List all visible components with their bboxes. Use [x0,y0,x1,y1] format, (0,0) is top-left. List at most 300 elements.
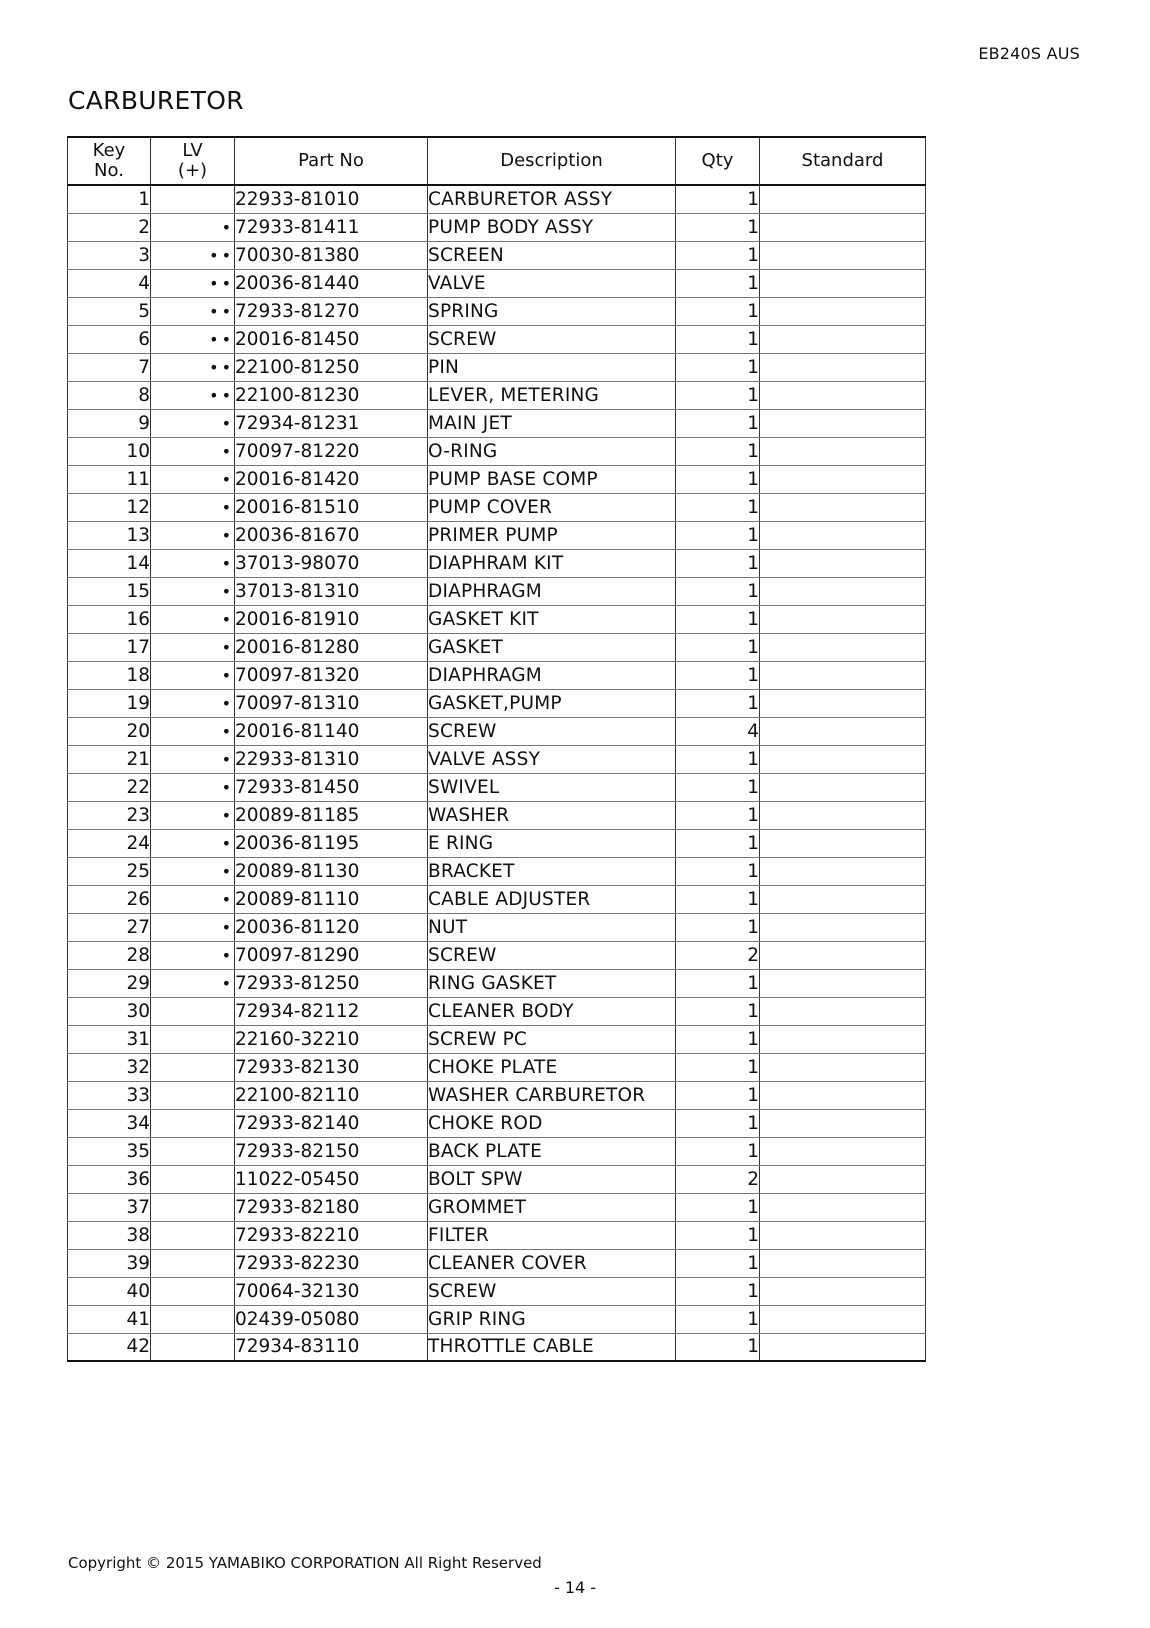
cell-description: PUMP BASE COMP [428,465,676,493]
table-row [68,353,926,381]
table-row [68,1081,926,1109]
table-row [68,325,926,353]
cell-part-no: 72934-83110 [235,1333,428,1361]
cell-description: CLEANER COVER [428,1249,676,1277]
cell-part-no: 22100-81250 [235,353,428,381]
header-row [68,137,926,185]
cell-standard [760,185,926,213]
cell-lv: • [151,969,235,997]
cell-part-no: 72933-81411 [235,213,428,241]
cell-key-no: 39 [68,1249,151,1277]
table-row [68,969,926,997]
cell-key-no: 3 [68,241,151,269]
cell-lv: • [151,857,235,885]
cell-standard [760,1277,926,1305]
cell-key-no: 28 [68,941,151,969]
cell-qty: 1 [676,1081,760,1109]
cell-key-no: 23 [68,801,151,829]
cell-qty: 1 [676,381,760,409]
cell-description: THROTTLE CABLE [428,1333,676,1361]
cell-qty: 1 [676,801,760,829]
table-row [68,717,926,745]
cell-description: DIAPHRAGM [428,577,676,605]
cell-qty: 1 [676,185,760,213]
cell-qty: 1 [676,857,760,885]
cell-part-no: 70030-81380 [235,241,428,269]
cell-part-no: 22933-81310 [235,745,428,773]
cell-lv: • [151,409,235,437]
cell-part-no: 70097-81290 [235,941,428,969]
cell-part-no: 20016-81420 [235,465,428,493]
cell-key-no: 35 [68,1137,151,1165]
cell-lv [151,1053,235,1081]
cell-standard [760,773,926,801]
cell-key-no: 15 [68,577,151,605]
cell-lv: • [151,493,235,521]
cell-lv [151,1081,235,1109]
table-row [68,241,926,269]
cell-lv: •• [151,381,235,409]
cell-part-no: 70097-81320 [235,661,428,689]
cell-key-no: 32 [68,1053,151,1081]
table-body [68,185,926,1361]
header-lv [151,137,235,185]
cell-key-no: 4 [68,269,151,297]
header-lv-line2: (+) [177,160,208,181]
cell-key-no: 24 [68,829,151,857]
cell-description: LEVER, METERING [428,381,676,409]
cell-key-no: 18 [68,661,151,689]
cell-lv: • [151,717,235,745]
cell-lv: • [151,465,235,493]
cell-standard [760,325,926,353]
cell-description: CHOKE PLATE [428,1053,676,1081]
cell-qty: 1 [676,549,760,577]
cell-qty: 1 [676,1025,760,1053]
cell-description: DIAPHRAM KIT [428,549,676,577]
cell-lv [151,1165,235,1193]
cell-qty: 1 [676,1109,760,1137]
header-key-line2: No. [94,160,124,181]
cell-qty: 1 [676,829,760,857]
cell-lv: • [151,549,235,577]
cell-standard [760,213,926,241]
cell-qty: 1 [676,493,760,521]
cell-qty: 1 [676,1221,760,1249]
cell-part-no: 20036-81120 [235,913,428,941]
cell-standard [760,829,926,857]
table-row [68,1025,926,1053]
cell-lv: • [151,745,235,773]
cell-qty: 1 [676,213,760,241]
cell-description: GASKET [428,633,676,661]
table-row [68,465,926,493]
cell-lv [151,1137,235,1165]
cell-description: DIAPHRAGM [428,661,676,689]
cell-description: CARBURETOR ASSY [428,185,676,213]
cell-qty: 1 [676,1277,760,1305]
cell-key-no: 41 [68,1305,151,1333]
cell-standard [760,549,926,577]
cell-description: RING GASKET [428,969,676,997]
table-row [68,1305,926,1333]
cell-qty: 2 [676,1165,760,1193]
cell-key-no: 42 [68,1333,151,1361]
header-standard: Standard [760,137,926,185]
cell-description: GROMMET [428,1193,676,1221]
cell-standard [760,689,926,717]
model-code: EB240S AUS [978,44,1080,63]
cell-description: WASHER [428,801,676,829]
cell-lv [151,997,235,1025]
cell-qty: 1 [676,269,760,297]
table-row [68,941,926,969]
cell-part-no: 72934-82112 [235,997,428,1025]
cell-lv: • [151,605,235,633]
cell-standard [760,1249,926,1277]
cell-key-no: 19 [68,689,151,717]
cell-key-no: 7 [68,353,151,381]
cell-part-no: 20036-81195 [235,829,428,857]
cell-qty: 1 [676,1053,760,1081]
cell-part-no: 22100-81230 [235,381,428,409]
table-row [68,885,926,913]
cell-standard [760,465,926,493]
cell-description: WASHER CARBURETOR [428,1081,676,1109]
cell-qty: 1 [676,1193,760,1221]
cell-description: E RING [428,829,676,857]
cell-lv [151,1305,235,1333]
cell-standard [760,801,926,829]
table-row [68,185,926,213]
cell-standard [760,997,926,1025]
cell-key-no: 5 [68,297,151,325]
cell-qty: 1 [676,969,760,997]
cell-standard [760,437,926,465]
cell-lv: • [151,773,235,801]
cell-description: PIN [428,353,676,381]
cell-standard [760,857,926,885]
cell-key-no: 20 [68,717,151,745]
cell-lv: • [151,689,235,717]
cell-description: SCREEN [428,241,676,269]
cell-lv: • [151,213,235,241]
table-row [68,437,926,465]
cell-key-no: 8 [68,381,151,409]
cell-key-no: 33 [68,1081,151,1109]
cell-lv [151,185,235,213]
cell-part-no: 72933-82140 [235,1109,428,1137]
cell-lv: • [151,577,235,605]
cell-key-no: 37 [68,1193,151,1221]
cell-qty: 1 [676,1305,760,1333]
cell-part-no: 70097-81220 [235,437,428,465]
cell-qty: 1 [676,297,760,325]
cell-part-no: 37013-98070 [235,549,428,577]
cell-description: SPRING [428,297,676,325]
copyright-notice: Copyright © 2015 YAMABIKO CORPORATION All Right Reserved [68,1554,542,1572]
table-row [68,661,926,689]
cell-standard [760,969,926,997]
cell-key-no: 13 [68,521,151,549]
cell-key-no: 2 [68,213,151,241]
cell-standard [760,521,926,549]
cell-standard [760,885,926,913]
cell-part-no: 72934-81231 [235,409,428,437]
cell-lv: •• [151,269,235,297]
cell-qty: 4 [676,717,760,745]
header-description: Description [428,137,676,185]
cell-part-no: 20036-81670 [235,521,428,549]
cell-part-no: 72933-82180 [235,1193,428,1221]
cell-standard [760,493,926,521]
header-qty: Qty [676,137,760,185]
cell-key-no: 34 [68,1109,151,1137]
cell-key-no: 17 [68,633,151,661]
table-row [68,1277,926,1305]
cell-lv [151,1333,235,1361]
cell-part-no: 20036-81440 [235,269,428,297]
cell-description: SCREW [428,717,676,745]
cell-qty: 1 [676,1333,760,1361]
cell-lv [151,1249,235,1277]
table-row [68,773,926,801]
cell-key-no: 38 [68,1221,151,1249]
cell-part-no: 72933-81450 [235,773,428,801]
cell-description: SCREW PC [428,1025,676,1053]
header-part-no: Part No [235,137,428,185]
cell-standard [760,297,926,325]
header-key-no [68,137,151,185]
header-key-line1: Key [92,140,126,161]
cell-description: O-RING [428,437,676,465]
cell-part-no: 02439-05080 [235,1305,428,1333]
table-row [68,1249,926,1277]
table-row [68,1333,926,1361]
cell-description: MAIN JET [428,409,676,437]
cell-standard [760,661,926,689]
cell-part-no: 11022-05450 [235,1165,428,1193]
cell-standard [760,577,926,605]
table-row [68,1221,926,1249]
table-row [68,297,926,325]
cell-standard [760,717,926,745]
cell-standard [760,1053,926,1081]
cell-part-no: 20016-81280 [235,633,428,661]
table-row [68,493,926,521]
table-row [68,1165,926,1193]
cell-key-no: 10 [68,437,151,465]
cell-standard [760,1193,926,1221]
cell-qty: 1 [676,773,760,801]
cell-key-no: 31 [68,1025,151,1053]
table-header [68,137,926,185]
cell-description: SCREW [428,941,676,969]
cell-part-no: 70097-81310 [235,689,428,717]
cell-description: PUMP COVER [428,493,676,521]
cell-key-no: 26 [68,885,151,913]
cell-key-no: 12 [68,493,151,521]
table-row [68,577,926,605]
cell-standard [760,1025,926,1053]
cell-standard [760,381,926,409]
cell-part-no: 20089-81130 [235,857,428,885]
table-row [68,409,926,437]
cell-standard [760,269,926,297]
table-row [68,1193,926,1221]
cell-standard [760,913,926,941]
cell-part-no: 72933-82150 [235,1137,428,1165]
cell-qty: 2 [676,941,760,969]
cell-qty: 1 [676,1249,760,1277]
cell-part-no: 70064-32130 [235,1277,428,1305]
cell-part-no: 20089-81185 [235,801,428,829]
cell-key-no: 21 [68,745,151,773]
cell-lv: • [151,829,235,857]
cell-key-no: 14 [68,549,151,577]
cell-part-no: 37013-81310 [235,577,428,605]
cell-lv: • [151,941,235,969]
cell-description: SWIVEL [428,773,676,801]
cell-part-no: 72933-81270 [235,297,428,325]
cell-lv: •• [151,241,235,269]
cell-key-no: 9 [68,409,151,437]
cell-lv [151,1193,235,1221]
cell-part-no: 72933-82210 [235,1221,428,1249]
cell-qty: 1 [676,913,760,941]
cell-description: SCREW [428,325,676,353]
table-row [68,269,926,297]
cell-qty: 1 [676,353,760,381]
cell-standard [760,1081,926,1109]
cell-description: GRIP RING [428,1305,676,1333]
cell-qty: 1 [676,577,760,605]
cell-lv: • [151,437,235,465]
cell-qty: 1 [676,689,760,717]
cell-description: SCREW [428,1277,676,1305]
cell-description: CABLE ADJUSTER [428,885,676,913]
table-row [68,1109,926,1137]
table-row [68,549,926,577]
cell-key-no: 16 [68,605,151,633]
table-row [68,745,926,773]
header-lv-line1: LV [182,140,203,161]
cell-standard [760,353,926,381]
cell-standard [760,1221,926,1249]
cell-standard [760,1165,926,1193]
cell-part-no: 22160-32210 [235,1025,428,1053]
cell-description: BRACKET [428,857,676,885]
cell-key-no: 1 [68,185,151,213]
cell-qty: 1 [676,465,760,493]
cell-qty: 1 [676,241,760,269]
cell-key-no: 30 [68,997,151,1025]
cell-standard [760,941,926,969]
cell-description: PRIMER PUMP [428,521,676,549]
cell-lv: •• [151,325,235,353]
cell-description: BACK PLATE [428,1137,676,1165]
cell-description: GASKET KIT [428,605,676,633]
cell-lv [151,1025,235,1053]
table-row [68,381,926,409]
cell-part-no: 20016-81140 [235,717,428,745]
cell-key-no: 25 [68,857,151,885]
cell-part-no: 72933-81250 [235,969,428,997]
cell-key-no: 36 [68,1165,151,1193]
cell-description: BOLT SPW [428,1165,676,1193]
cell-key-no: 29 [68,969,151,997]
parts-table [67,136,926,1362]
cell-description: FILTER [428,1221,676,1249]
cell-qty: 1 [676,745,760,773]
cell-part-no: 22100-82110 [235,1081,428,1109]
cell-description: CHOKE ROD [428,1109,676,1137]
cell-standard [760,745,926,773]
cell-lv: • [151,661,235,689]
cell-qty: 1 [676,605,760,633]
cell-qty: 1 [676,633,760,661]
cell-qty: 1 [676,661,760,689]
table-row [68,997,926,1025]
cell-qty: 1 [676,521,760,549]
cell-standard [760,241,926,269]
cell-lv: • [151,521,235,549]
page-title: CARBURETOR [68,86,244,115]
table-row [68,689,926,717]
cell-lv: •• [151,353,235,381]
cell-qty: 1 [676,325,760,353]
cell-description: VALVE [428,269,676,297]
cell-lv: • [151,885,235,913]
cell-standard [760,1137,926,1165]
table-row [68,1053,926,1081]
table-row [68,213,926,241]
cell-description: GASKET,PUMP [428,689,676,717]
cell-standard [760,1305,926,1333]
table-row [68,829,926,857]
cell-lv: • [151,913,235,941]
cell-standard [760,633,926,661]
cell-lv [151,1109,235,1137]
cell-key-no: 6 [68,325,151,353]
cell-lv [151,1221,235,1249]
cell-qty: 1 [676,885,760,913]
table-row [68,801,926,829]
cell-qty: 1 [676,409,760,437]
cell-part-no: 20016-81450 [235,325,428,353]
table-row [68,857,926,885]
cell-part-no: 20016-81910 [235,605,428,633]
cell-lv: •• [151,297,235,325]
table-row [68,1137,926,1165]
cell-part-no: 72933-82130 [235,1053,428,1081]
cell-lv: • [151,633,235,661]
cell-lv [151,1277,235,1305]
cell-standard [760,1333,926,1361]
cell-lv: • [151,801,235,829]
cell-part-no: 72933-82230 [235,1249,428,1277]
cell-standard [760,1109,926,1137]
cell-part-no: 22933-81010 [235,185,428,213]
cell-description: NUT [428,913,676,941]
cell-description: PUMP BODY ASSY [428,213,676,241]
cell-part-no: 20089-81110 [235,885,428,913]
cell-qty: 1 [676,437,760,465]
table-row [68,521,926,549]
cell-description: VALVE ASSY [428,745,676,773]
page-number: - 14 - [553,1578,597,1597]
cell-key-no: 11 [68,465,151,493]
